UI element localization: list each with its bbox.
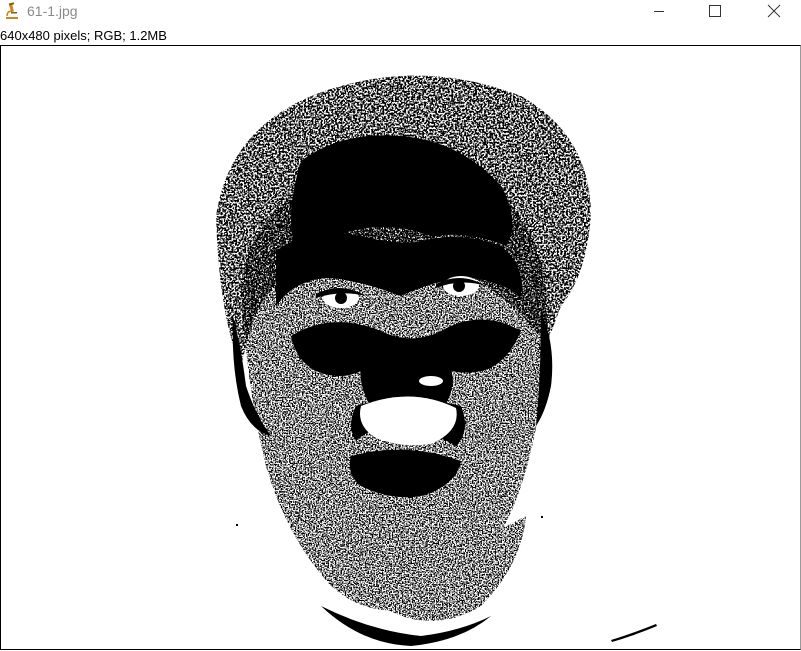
close-icon <box>767 4 781 18</box>
close-button[interactable] <box>751 0 797 22</box>
maximize-icon <box>709 5 721 17</box>
maximize-button[interactable] <box>692 0 738 22</box>
thresholded-face-image <box>1 46 800 649</box>
minimize-icon <box>653 5 665 17</box>
microscope-icon <box>4 2 20 20</box>
image-canvas[interactable] <box>0 45 801 650</box>
image-info-bar <box>0 27 801 45</box>
image-info-text: 640x480 pixels; RGB; 1.2MB <box>0 28 167 43</box>
window-title: 61-1.jpg <box>27 3 78 19</box>
minimize-button[interactable] <box>636 0 682 22</box>
title-bar[interactable] <box>0 0 801 24</box>
